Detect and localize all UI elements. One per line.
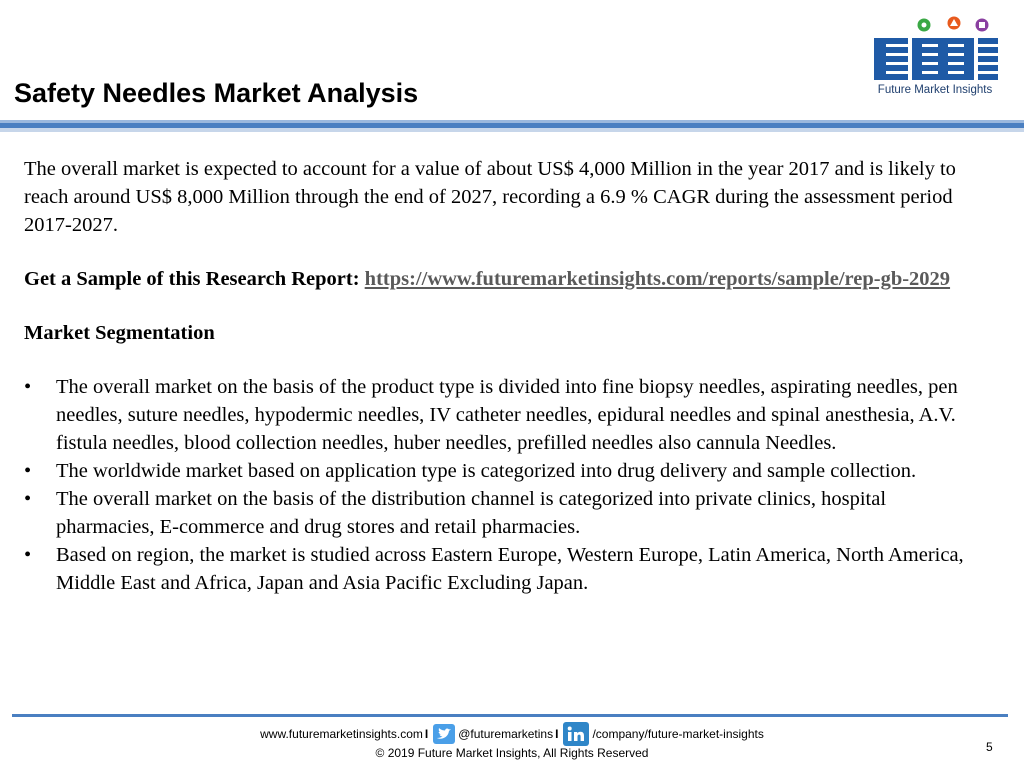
fmi-logo bbox=[866, 16, 1004, 100]
list-item-text: The overall market on the basis of the product type is divided into fine biopsy needles, aspirating needles, pen needles, suture needles, hypodermic needles, IV catheter needles, epidural needles and spinal anesthesia, A.V. fistula needles, blood collection needles, huber needles, prefilled needles also cannula Needles. bbox=[56, 376, 958, 454]
segmentation-list bbox=[24, 373, 984, 597]
segmentation-heading: Market Segmentation bbox=[24, 322, 215, 344]
list-item-text: The worldwide market based on application type is categorized into drug delivery and sample collection. bbox=[56, 460, 917, 482]
footer-separator: I bbox=[555, 727, 559, 741]
header-divider bbox=[0, 120, 1024, 134]
fmi-logo-mark bbox=[866, 16, 1004, 86]
page-title: Safety Needles Market Analysis bbox=[14, 78, 419, 108]
intro-paragraph: The overall market is expected to account for a value of about US$ 4,000 Million in the year 2017 and is likely to reach around US$ 8,000 Million through the end of 2027, recording a 6.9 % CAGR during the assessment period 2017-2027. bbox=[24, 158, 956, 236]
website-link[interactable]: www.futuremarketinsights.com bbox=[260, 727, 423, 741]
bullet-icon: • bbox=[24, 488, 32, 510]
list-item bbox=[24, 541, 984, 597]
list-item bbox=[24, 485, 984, 541]
bullet-icon: • bbox=[24, 544, 32, 566]
footer-divider bbox=[12, 714, 1008, 717]
list-item-text: The overall market on the basis of the distribution channel is categorized into private clinics, hospital pharmacies, E-commerce and drug stores and retail pharmacies. bbox=[56, 488, 887, 538]
footer-separator: I bbox=[424, 727, 429, 741]
twitter-icon[interactable] bbox=[433, 724, 455, 744]
linkedin-handle[interactable]: /company/future-market-insights bbox=[592, 727, 764, 741]
list-item bbox=[24, 373, 984, 457]
slide-content bbox=[24, 155, 984, 597]
sample-label: Get a Sample of this Research Report: bbox=[24, 268, 360, 290]
sample-paragraph bbox=[24, 265, 984, 293]
copyright-notice: © 2019 Future Market Insights, All Rights Reserved bbox=[375, 746, 649, 760]
list-item bbox=[24, 457, 984, 485]
bullet-icon: • bbox=[24, 460, 32, 482]
linkedin-icon[interactable] bbox=[563, 722, 589, 746]
logo-caption: Future Market Insights bbox=[877, 84, 993, 96]
bullet-icon: • bbox=[24, 376, 32, 398]
sample-report-link[interactable]: https://www.futuremarketinsights.com/reports/sample/rep-gb-2029 bbox=[364, 268, 951, 290]
page-number: 5 bbox=[986, 740, 993, 754]
list-item-text: Based on region, the market is studied across Eastern Europe, Western Europe, Latin America, North America, Middle East and Africa, Japan and Asia Pacific Excluding Japan. bbox=[56, 544, 964, 594]
footer-links bbox=[0, 722, 1024, 746]
twitter-handle[interactable]: @futuremarketins bbox=[458, 727, 554, 741]
